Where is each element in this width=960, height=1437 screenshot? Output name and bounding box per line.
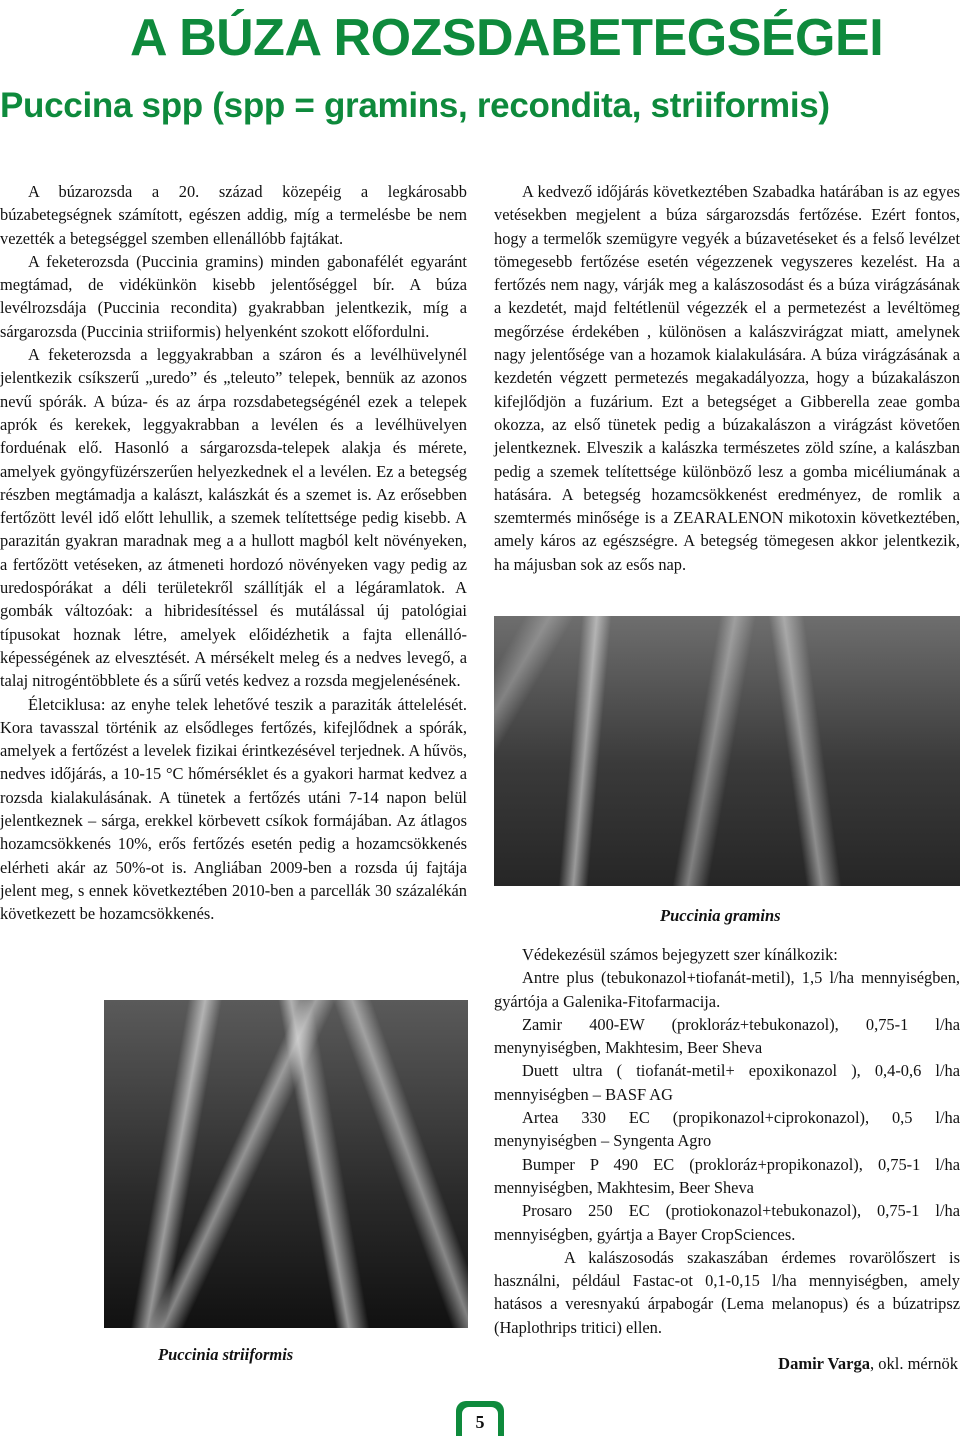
author-name: Damir Varga xyxy=(778,1354,870,1373)
paragraph: A feketerozsda (Puccinia gramins) minden gabonafélét egyaránt megtámad, de vidékünkön kisebb jelentőséggel bír. A búza levélrozsdája (Puccinia recondita) gyakrabban jelentkezik, míg a sárgarozsda (Puccinia striiformis) helyenként szokott előfordulni. xyxy=(0,251,467,341)
list-item: Védekezésül számos bejegyzett szer kínálkozik: xyxy=(522,945,838,964)
photo-caption-left: Puccinia striiformis xyxy=(158,1345,294,1364)
list-item: Prosaro 250 EC (protiokonazol+tebukonazol), 0,75-1 l/ha mennyiségben, gyártja a Bayer CropSciences. xyxy=(494,1201,960,1244)
right-text-column xyxy=(494,180,960,576)
page-number-tab xyxy=(456,1401,504,1436)
left-text-column xyxy=(0,180,467,926)
author-title: , okl. mérnök xyxy=(870,1354,958,1373)
photo-caption-right: Puccinia gramins xyxy=(660,906,781,925)
wheat-striiformis-photo xyxy=(104,1000,468,1328)
page-number: 5 xyxy=(462,1407,498,1436)
paragraph: A kedvező időjárás következtében Szabadka határában is az egyes vetésekben megjelent a búza sárgarozsdás fertőzése. Ezért fontos, hogy a termelők szemügyre vegyék a búzavetéseket és a felső levélzet tömegesebb fertőzése esetén végezzenek vegyszeres kezelést. Ha a fertőzés nem nagy, várják meg a kalászosodást és a búza virágzásának a kezdetét, majd feltétlenül végezzék el a permetezést a levéltömeg megőrzése érdekében , különösen a kalászvirágzat miatt, amelynek nagy jelentősége van a hozamok kialakulására. A búza virágzásának a kezdetén végzett permetezés megakadályozza, hogy a búzakalászon kifejlődjön a fuzárium. Ezt a betegséget a Gibberella zeae gomba okozza, az első tünetek pedig a búzakalászon a virágzást követően jelentkeznek. Elveszik a kalászka természetes zöld színe, a kalászban pedig a szemek telítettsége különböző lesz a gomba micéliumának a hatására. A betegség hozamcsökkenést eredményez, de romlik a szemtermés minősége is a ZEARALENON mikotoxin következtében, amely káros az egészségre. A betegség tömegesen akkor jelentkezik, ha májusban sok az esős nap. xyxy=(494,182,960,574)
page-subtitle: Puccina spp (spp = gramins, recondita, striiformis) xyxy=(0,86,830,125)
paragraph: A feketerozsda a leggyakrabban a száron és a levélhüvelynél jelentkezik csíkszerű „uredo” és „teleuto” telepek, bennük az azonos nevű spórák. A búza- és az árpa rozsdabetegségénél ezek a telepek aprók és kerekek, leggyakrabban a levélen és a levélhüvelyen forduénak elő. Hasonló a sárgarozsda-telepek alakja és mérete, amelyek gyöngyfüzérszerűen helyezkednek el a levélen. Ez a betegség részben megtámadja a kalászt, kalászkát és a szemet is. Az erősebben fertőzött levél idő előtt lehullik, a szemek telítettsége pedig kisebb. A parazitán gyakran maradnak meg a a hullott magból kelt növényeken, a fertőzött vetéseken, az átmeneti hordozó növényeken vagy pedig az uredospórákat a déli területekről szállítják el a légáramlatok. A gombák változóak: a hibridesítéssel és mutálással új patológiai típusokat hoznak létre, amelyek előidézhetik a fajta ellenálló-képességének az elvesztését. A mérsékelt meleg és a nedves levegő, a talaj nitrogéntöbblete és a sűrű vetés kedvez a rozsda megjelenésének. xyxy=(0,345,467,691)
author-signature xyxy=(778,1354,958,1374)
list-item: Zamir 400-EW (prokloráz+tebukonazol), 0,75-1 l/ha menynyiségben, Makhtesim, Beer Sheva xyxy=(494,1014,960,1058)
list-item: A kalászosodás szakaszában érdemes rovarölőszert is használni, például Fastac-ot 0,1-0,15 l/ha mennyiségben, amely hatásos a veresnyakú árpabogár (Lema melanopus) és a búzatripsz (Haplothrips tritici) ellen. xyxy=(494,1247,960,1337)
list-item: Antre plus (tebukonazol+tiofanát-metil), 1,5 l/ha mennyiségben, gyártója a Galenika-Fitofarmacija. xyxy=(494,968,960,1011)
protection-list xyxy=(494,943,960,1339)
page-title: A BÚZA ROZSDABETEGSÉGEI xyxy=(130,9,884,67)
list-item: Artea 330 EC (propikonazol+ciprokonazol), 0,5 l/ha menynyiségben – Syngenta Agro xyxy=(494,1108,960,1151)
paragraph: A búzarozsda a 20. század közepéig a legkárosabb búzabetegségnek számított, egészen addig, míg a termelésbe be nem vezették a betegséggel szemben ellenállóbb fajtákat. xyxy=(0,182,467,248)
list-item: Duett ultra ( tiofanát-metil+ epoxikonazol ), 0,4-0,6 l/ha mennyiségben – BASF AG xyxy=(494,1061,960,1104)
paragraph: Életciklusa: az enyhe telek lehetővé teszik a paraziták áttelelését. Kora tavasszal történik az elsődleges fertőzés, kifejlődnek a spórák, amelyek a fertőzést a levelek fizikai érintkezésével terjednek. A hűvös, nedves időjárás, a 10-15 °C hőmérséklet és a gyakori harmat kedvez a rozsda kialakulásának. A tünetek a fertőzés utáni 7-14 napon belül jelentkeznek – sárga, erekkel körbevett csíkok formájában. Az átlagos hozamcsökkenés 10%, erős fertőzés esetén pedig a hozamcsökkenés elérheti akár az 50%-ot is. Angliában 2009-ben a rozsda új fajtája jelent meg, s ennek következtében 2010-ben a parcellák 30 százalékán következett be hozamcsökkenés. xyxy=(0,694,467,924)
list-item: Bumper P 490 EC (prokloráz+propikonazol), 0,75-1 l/ha mennyiségben, Makhtesim, Beer Sheva xyxy=(494,1154,960,1197)
wheat-gramins-photo xyxy=(494,616,960,886)
